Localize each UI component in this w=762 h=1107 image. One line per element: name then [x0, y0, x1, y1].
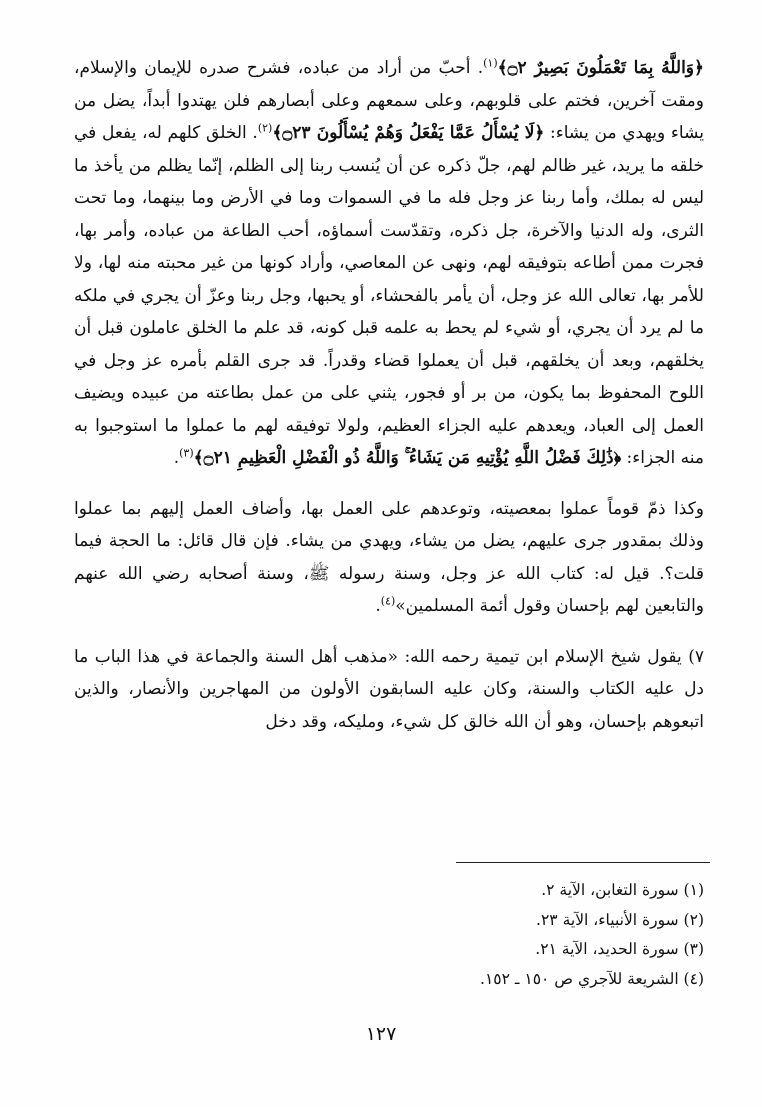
footnote-divider	[456, 862, 710, 863]
footnote-3: (٣) سورة الحديد، الآية ٢١.	[535, 940, 704, 958]
footnotes	[344, 876, 704, 994]
paragraph-3-text: ٧) يقول شيخ الإسلام ابن تيمية رحمه الله: «مذهب أهل السنة والجماعة في هذا الباب ما دل عليه الكتاب والسنة، وكان عليه السابقون الأولون من المهاجرين والأنصار، والذين اتبعوهم بإحسان، وهو أن الله خالق كل شيء، ومليكه، وقد دخل	[74, 646, 704, 732]
main-text	[74, 52, 704, 738]
paragraph-1-text-a: . أحبّ من أراد من عباده، فشرح صدره للإيمان والإسلام، ومقت آخرين، فختم على قلوبهم، وعلى سمعهم وعلى أبصارهم فلن يهتدوا أبداً، يضل من يشاء ويهدي من يشاء:	[74, 58, 704, 143]
paragraph-2-text: وكذا ذمّ قوماً عملوا بمعصيته، وتوعدهم على العمل بها، وأضاف العمل إليهم بما عملوا وذلك بمقدور جرى عليهم، يضل من يشاء، ويهدي من يشاء. فإن قال قائل: ما الحجة فيما قلت؟. قيل له: كتاب الله عز وجل، وسنة رسوله ﷺ، وسنة أصحابه رضي الله عنهم والتابعين لهم بإحسان وقول أئمة المسلمين»	[74, 498, 704, 616]
verse-3: ﴿ذَٰلِكَ فَضْلُ اللَّهِ يُؤْتِيهِ مَن يَشَاءُ ۚ وَاللَّهُ ذُو الْفَضْلِ الْعَظِيمِ ۝٢١﴾	[193, 448, 622, 468]
paragraph-2-end: .	[375, 596, 381, 616]
paragraph-3	[74, 641, 704, 739]
footnote-2: (٢) سورة الأنبياء، الآية ٢٣.	[536, 910, 704, 929]
verse-1: ﴿وَاللَّهُ بِمَا تَعْمَلُونَ بَصِيرٌ ۝٢﴾	[497, 58, 704, 78]
paragraph-1	[74, 52, 704, 475]
footnote-ref-1: (١)	[483, 56, 498, 70]
footnote-4: (٤) الشريعة للآجري ص ١٥٠ ـ ١٥٢.	[480, 969, 704, 988]
page-number: ١٢٧	[365, 1023, 397, 1045]
footnote-ref-3: (٣)	[179, 446, 194, 460]
footnote-1: (١) سورة التغابن، الآية ٢.	[541, 881, 704, 899]
paragraph-1-text-b: . الخلق كلهم له، يفعل في خلقه ما يريد، غير ظالم لهم، جلّ ذكره عن أن يُنسب ربنا إلى الظلم، إنّما يظلم من يأخذ ما ليس له بملك، وأما ربنا عز وجل فله ما في السموات وما في الأرض وما بينهما، وما تحت الثرى، وله الدنيا والآخرة، جل ذكره، وتقدّست أسماؤه، أحب الطاعة من عباده، وأمر بها، فجرت ممن أطاعه بتوفيقه لهم، ونهى عن المعاصي، وأراد كونها من غير محبته منه لها، ولا للأمر بها، تعالى الله عز وجل، أن يأمر بالفحشاء، أو يحبها، وجل ربنا وعزّ أن يجري في ملكه ما لم يرد أن يجري، أو شيء لم يحط به علمه قبل كونه، قد علم ما الخلق عاملون قبل أن يخلقهم، وبعد أن يخلقهم، قبل أن يعملوا قضاء وقدراً. قد جرى القلم بأمره عز وجل في اللوح المحفوظ بما يكون، من بر أو فجور، يثني على من عمل بطاعته من عبيده ويضيف العمل إلى العباد، ويعدهم عليه الجزاء العظيم، ولولا توفيقه لهم ما عملوا ما استوجبوا به منه الجزاء:	[74, 123, 705, 468]
paragraph-2	[74, 493, 704, 623]
footnote-ref-4: (٤)	[380, 594, 396, 608]
verse-2: ﴿لَا يُسْأَلُ عَمَّا يَفْعَلُ وَهُمْ يُسْأَلُونَ ۝٢٣﴾	[272, 123, 545, 143]
paragraph-1-end: .	[173, 448, 180, 468]
footnote-ref-2: (٢)	[257, 121, 273, 135]
